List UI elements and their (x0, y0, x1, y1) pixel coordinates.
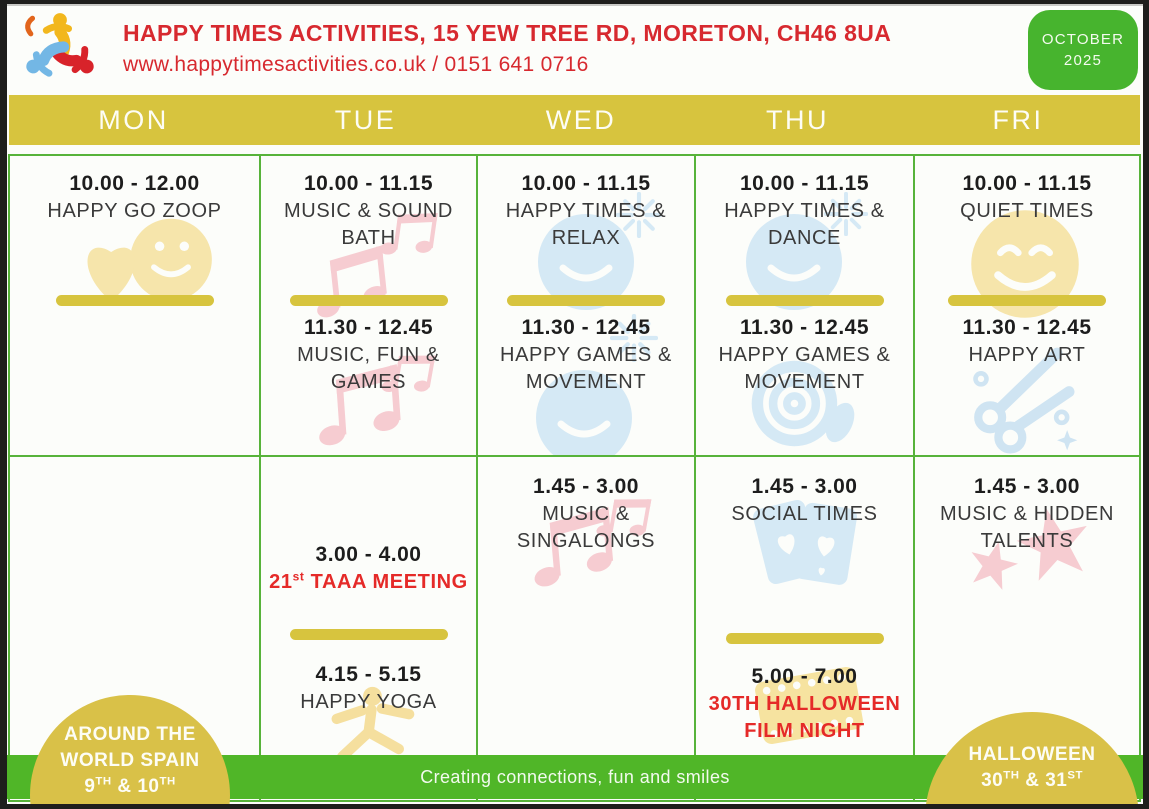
around-the-world-badge-text: AROUND THE WORLD SPAIN 9TH & 10TH (60, 724, 200, 797)
tagline-text: Creating connections, fun and smiles (420, 766, 730, 787)
cell-wed-pm (478, 457, 694, 800)
session-time: 11.30 - 12.45 (303, 316, 434, 339)
session-time: 10.00 - 12.00 (69, 172, 200, 195)
session-name: MUSIC & SOUND BATH (284, 200, 453, 249)
session-divider (948, 295, 1106, 306)
cell-thu-am (696, 156, 913, 455)
session-name: HAPPY YOGA (300, 691, 437, 713)
contact-line: www.happytimesactivities.co.uk / 0151 641 0716 (123, 53, 589, 76)
day-header-row (9, 95, 1140, 145)
day-label-tue: TUE (334, 104, 397, 135)
session-name: HAPPY TIMES & DANCE (724, 200, 885, 249)
session-time: 1.45 - 3.00 (974, 475, 1080, 498)
day-label-fri: FRI (992, 104, 1044, 135)
session-divider (56, 295, 214, 306)
year-label: 2025 (1063, 52, 1103, 69)
session-name: MUSIC, FUN & GAMES (297, 344, 440, 393)
cell-tue-pm (261, 457, 476, 800)
day-label-mon: MON (98, 104, 169, 135)
month-badge (1028, 10, 1138, 90)
cell-tue-am (261, 156, 476, 455)
session-name: MUSIC & SINGALONGS (516, 503, 656, 552)
cell-thu-pm (696, 457, 913, 800)
session-name: HAPPY GAMES & MOVEMENT (718, 344, 891, 393)
session-divider (726, 295, 884, 306)
session-name-highlight: 30TH HALLOWEEN FILM NIGHT (708, 693, 901, 742)
session-time: 1.45 - 3.00 (751, 475, 858, 498)
session-time: 10.00 - 11.15 (962, 172, 1092, 195)
happy-times-people-circle-logo (13, 8, 107, 94)
flyer-title: HAPPY TIMES ACTIVITIES, 15 YEW TREE RD, MORETON, CH46 8UA (123, 20, 892, 46)
month-label: OCTOBER (1041, 31, 1125, 48)
session-time: 1.45 - 3.00 (533, 475, 639, 498)
session-divider (290, 629, 448, 640)
session-time: 11.30 - 12.45 (739, 316, 870, 339)
session-time: 3.00 - 4.00 (315, 543, 422, 566)
session-time: 11.30 - 12.45 (521, 316, 651, 339)
day-label-thu: THU (766, 104, 829, 135)
session-name: HAPPY GAMES & MOVEMENT (500, 344, 672, 393)
session-time: 11.30 - 12.45 (962, 316, 1092, 339)
cell-wed-am (478, 156, 694, 455)
session-name: MUSIC & HIDDEN TALENTS (940, 503, 1114, 552)
cell-fri-am (915, 156, 1139, 455)
session-divider (290, 295, 448, 306)
session-name: HAPPY GO ZOOP (47, 200, 222, 222)
timetable-grid (8, 154, 1141, 802)
session-name-highlight: 21st TAAA MEETING (269, 569, 468, 593)
cell-mon-am (10, 156, 259, 455)
day-label-wed: WED (545, 104, 617, 135)
session-time: 10.00 - 11.15 (739, 172, 870, 195)
activity-timetable-flyer (7, 4, 1143, 804)
session-name: QUIET TIMES (960, 200, 1094, 222)
session-time: 5.00 - 7.00 (751, 665, 858, 688)
session-time: 4.15 - 5.15 (315, 663, 422, 686)
session-divider (507, 295, 665, 306)
halloween-badge-text: HALLOWEEN 30TH & 31ST (968, 744, 1096, 791)
session-time: 10.00 - 11.15 (303, 172, 434, 195)
session-name: SOCIAL TIMES (731, 503, 878, 525)
session-divider (726, 633, 884, 644)
session-name: HAPPY TIMES & RELAX (505, 200, 667, 249)
session-time: 10.00 - 11.15 (521, 172, 651, 195)
session-name: HAPPY ART (968, 344, 1086, 366)
